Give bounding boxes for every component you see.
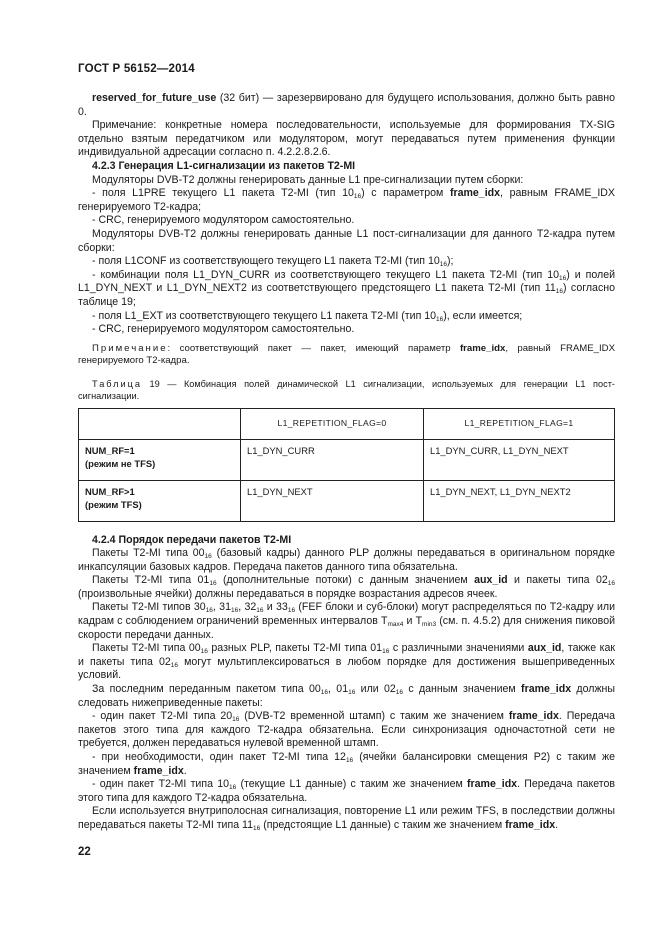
list-item: - поля L1CONF из соответствующего текущего L1 пакета T2-MI (тип $10_{16}$); xyxy=(92,255,454,269)
list-item: - при необходимости, один пакет T2-MI типа $12_{16}$ (ячейки балансировки смещения P2) с таким же значением frame_idx. xyxy=(78,751,615,777)
table-19 xyxy=(78,408,615,522)
paragraph: Пакеты T2-MI типа $00_{16}$ (базовый кадры) данного PLP должны передаваться в оригинальном порядке инкапсуляции базовых кадров. Передача пакетов данного типа обязательна. xyxy=(78,547,616,573)
paragraph-note-txsig: Примечание: конкретные номера последовательности, используемые для формирования TX-SIG отдельно взятым передатчиком или модулятором, могут передаваться путем применения функции индивидуальной адресации согласно п. 4.2.2.8.2.6. xyxy=(78,119,615,159)
paragraph: Если используется внутриполосная сигнализация, повторение L1 или режим TFS, в последствии должны передаваться пакеты T2-MI типа $11_{16}$ (предстоящие L1 данные) с таким же значением frame_idx. xyxy=(78,805,615,832)
page-number: 22 xyxy=(78,846,91,858)
list-item: - поля L1_EXT из соответствующего текущего L1 пакета T2-MI (тип $10_{16}$), если имеется; xyxy=(92,309,523,323)
paragraph: Модуляторы DVB-T2 должны генерировать данные L1 пре-сигнализации путем сборки: xyxy=(92,173,524,186)
list-item: - поля L1PRE текущего L1 пакета T2-MI (тип $10_{16}$) с параметром frame_idx, равным FRAME_IDX генерируемого T2-кадра; xyxy=(78,187,615,213)
table-row xyxy=(79,439,615,480)
paragraph-reserved xyxy=(78,92,615,119)
table-caption-label: Таблица xyxy=(92,378,143,389)
section-heading-4-2-3: 4.2.3 Генерация L1-сигнализации из пакетов T2-MI xyxy=(92,159,356,172)
table-col-header: L1_REPETITION_FLAG=0 xyxy=(241,408,424,439)
table-cell: L1_DYN_CURR xyxy=(241,439,424,480)
table-cell: L1_DYN_CURR, L1_DYN_NEXT xyxy=(424,439,615,480)
table-header-row xyxy=(79,408,615,439)
table-row xyxy=(79,480,615,521)
paragraph: Пакеты T2-MI типа $01_{16}$ (дополнительные потоки) с данным значением aux_id и пакеты типа $02_{16}$ (произвольные ячейки) должны передаваться в порядке возрастания адресов ячеек. xyxy=(78,574,615,600)
text: (32 бит) — зарезервировано для будущего использования, должно быть равно 0. xyxy=(78,92,615,118)
document-body xyxy=(78,92,615,833)
paragraph: Пакеты T2-MI типа $00_{16}$ разных PLP, пакеты T2-MI типа $01_{16}$ с различными значениями aux_id, также как и пакеты типа $02_{16}$ могут мультиплексироваться в любом порядке для достижения вышеприведенных условий. xyxy=(78,642,615,682)
table-cell: L1_DYN_NEXT, L1_DYN_NEXT2 xyxy=(424,480,615,521)
list-item: - один пакет T2-MI типа $20_{16}$ (DVB-T2 временной штамп) с таким же значением frame_idx. Передача пакетов этого типа для каждого T2-кадра обязательна. Если синхронизация одночастотной сети не требуется, должен передаваться нулевой временной штамп. xyxy=(78,710,616,750)
list-item: - комбинации поля L1_DYN_CURR из соответствующего текущего L1 пакета T2-MI (тип $10_{16}$) и полей L1_DYN_NEXT и L1_DYN_NEXT2 из соответствующего предстоящего L1 пакета T2-MI (тип $11_{16}$) согласно таблице 19; xyxy=(78,268,616,308)
list-item: - один пакет T2-MI типа $10_{16}$ (текущие L1 данные) с таким же значением frame_idx. Передача пакетов этого типа для каждого T2-кадра обязательна. xyxy=(78,778,616,804)
section-heading-4-2-4: 4.2.4 Порядок передачи пакетов T2-MI xyxy=(92,533,292,546)
table-row-header: NUM_RF=1 (режим не TFS) xyxy=(79,439,241,480)
table-caption: Таблица 19 — Комбинация полей динамической L1 сигнализации, используемых для генерации L1 пост-сигнализации. xyxy=(78,378,615,401)
table-cell: L1_DYN_NEXT xyxy=(241,480,424,521)
table-row-header: NUM_RF>1 (режим TFS) xyxy=(79,480,241,521)
list-item: - CRC, генерируемого модулятором самостоятельно. xyxy=(92,323,355,336)
table-corner-cell xyxy=(79,408,241,439)
note-label: Примечание xyxy=(92,342,168,354)
list-item: - CRC, генерируемого модулятором самостоятельно. xyxy=(92,214,355,227)
note: Примечание: соответствующий пакет — пакет, имеющий параметр frame_idx, равный FRAME_IDX генерируемого T2-кадра. xyxy=(78,342,615,367)
document-header: ГОСТ Р 56152—2014 xyxy=(78,63,195,75)
table-col-header: L1_REPETITION_FLAG=1 xyxy=(424,408,615,439)
paragraph: За последним переданным пакетом типа $00_{16}$, $01_{16}$ или $02_{16}$ с данным значением frame_idx должны следовать нижеприведенные пакеты: xyxy=(78,683,616,709)
term-reserved: reserved_for_future_use xyxy=(92,92,217,104)
paragraph: Модуляторы DVB-T2 должны генерировать данные L1 пост-сигнализации для данного T2-кадра путем сборки: xyxy=(78,227,615,254)
paragraph: Пакеты T2-MI типов $30_{16}$, $31_{16}$, $32_{16}$ и $33_{16}$ (FEF блоки и суб-блоки) могут распределяться по T2-кадру или кадрам с соблюдением ограничений временных интервалов $T_{max4}$ и $T_{min3}$ (см. п. 4.5.2) для снижения пиковой скорости передачи данных. xyxy=(78,601,616,641)
